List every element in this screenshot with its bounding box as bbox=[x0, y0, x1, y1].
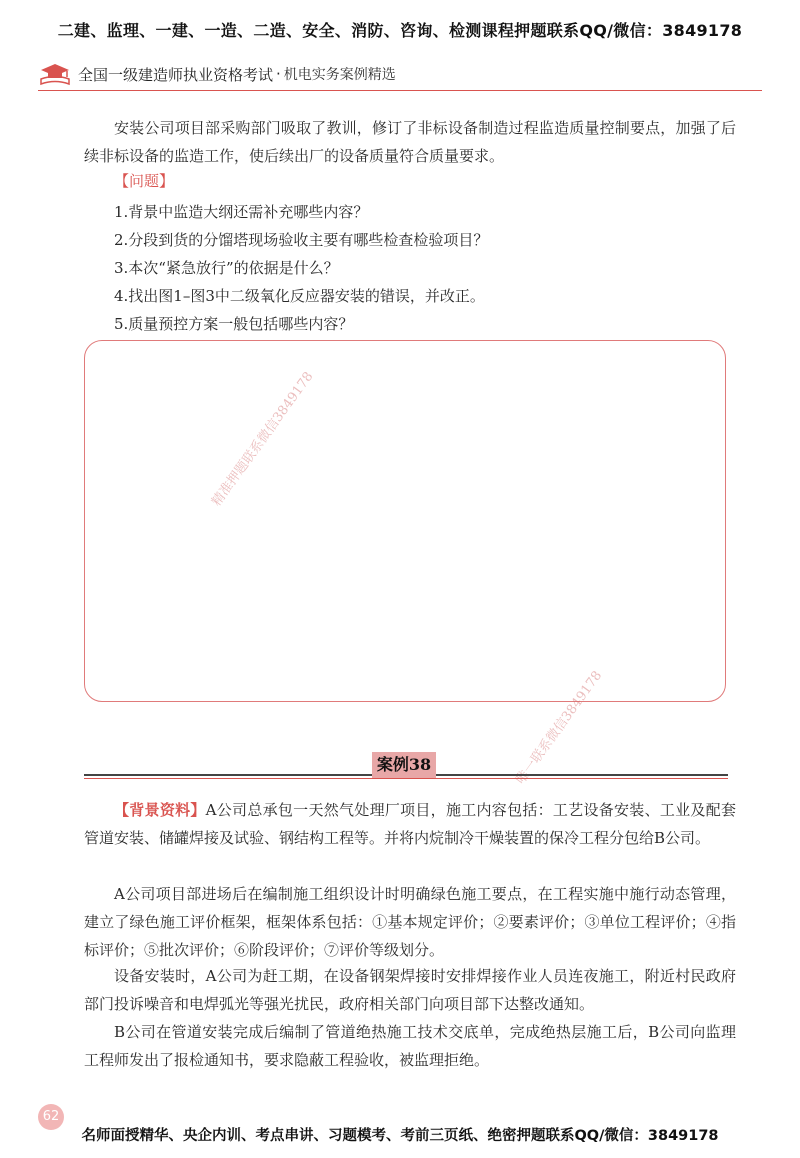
graduation-cap-book-icon bbox=[38, 62, 72, 86]
question-item: 2.分段到货的分馏塔现场验收主要有哪些检查检验项目？ bbox=[114, 231, 489, 249]
question-item: 4.找出图1–图3中二级氧化反应器安装的错误，并改正。 bbox=[114, 287, 485, 305]
question-item: 1.背景中监造大纲还需补充哪些内容？ bbox=[114, 203, 369, 221]
watermark-text: 精准押题联系微信3849178 bbox=[209, 369, 317, 510]
top-banner: 二建、监理、一建、一造、二造、安全、消防、咨询、检测课程押题联系QQ/微信：3849178 bbox=[57, 21, 743, 40]
case-label: 案例38 bbox=[372, 752, 436, 778]
background-tag: 【背景资料】 bbox=[114, 801, 206, 819]
header-title: 全国一级建造师执业资格考试 bbox=[78, 65, 274, 84]
case-paragraph bbox=[84, 796, 736, 852]
header-separator: · bbox=[276, 65, 281, 83]
question-item: 5.质量预控方案一般包括哪些内容？ bbox=[114, 315, 354, 333]
page-number: 62 bbox=[38, 1104, 64, 1130]
header-subtitle: 机电实务案例精选 bbox=[283, 67, 396, 83]
case-paragraph: 设备安装时，A公司为赶工期，在设备钢架焊接时安排焊接作业人员连夜施工，附近村民政府部门投诉噪音和电焊弧光等强光扰民，政府相关部门向项目部下达整改通知。 bbox=[84, 967, 736, 1013]
bottom-banner: 名师面授精华、央企内训、考点串讲、习题模考、考前三页纸、绝密押题联系QQ/微信：3849178 bbox=[81, 1128, 719, 1144]
case-paragraph: A公司项目部进场后在编制施工组织设计时明确绿色施工要点，在工程实施中施行动态管理，建立了绿色施工评价框架，框架体系包括：①基本规定评价；②要素评价；③单位工程评价；④指标评价；⑤批次评价；⑥阶段评价；⑦评价等级划分。 bbox=[84, 885, 736, 959]
answer-box bbox=[84, 340, 726, 702]
case-divider-red bbox=[84, 778, 728, 779]
questions-title: 【问题】 bbox=[114, 172, 175, 190]
question-item: 3.本次“紧急放行”的依据是什么？ bbox=[114, 259, 339, 277]
case-paragraph-text: A公司总承包一天然气处理厂项目，施工内容包括：工艺设备安装、工业及配套管道安装、储罐焊接及试验、钢结构工程等。并将内烷制冷干燥装置的保冷工程分包给B公司。 bbox=[84, 801, 736, 847]
watermark-text: 唯一联系微信3849178 bbox=[513, 668, 606, 788]
page-header bbox=[38, 62, 396, 86]
case-paragraph: B公司在管道安装完成后编制了管道绝热施工技术交底单，完成绝热层施工后，B公司向监理工程师发出了报检通知书，要求隐蔽工程验收，被监理拒绝。 bbox=[84, 1023, 736, 1069]
header-divider bbox=[38, 90, 762, 91]
intro-paragraph: 安装公司项目部采购部门吸取了教训，修订了非标设备制造过程监造质量控制要点，加强了后续非标设备的监造工作，使后续出厂的设备质量符合质量要求。 bbox=[84, 119, 736, 165]
